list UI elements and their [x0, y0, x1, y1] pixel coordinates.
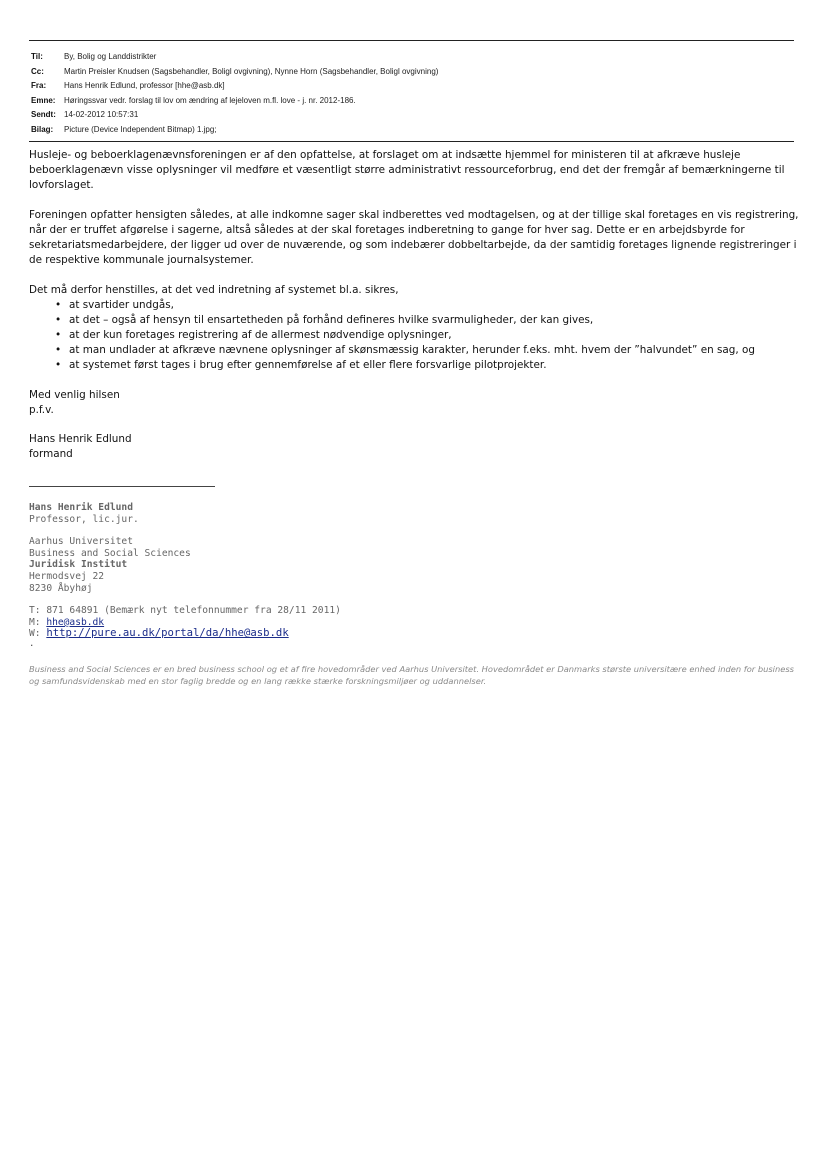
bullet-item: • at man undlader at afkræve nævnene oplysninger af skønsmæssig karakter, herunder f.eks. mht. hvem der ”halvundet” en sag, og [53, 343, 755, 358]
attachment-value: Picture (Device Independent Bitmap) 1.jpg; [64, 124, 217, 134]
closing-block [29, 388, 120, 418]
signature-phone: T: 871 64891 (Bemærk nyt telefonnummer fra 28/11 2011) [29, 605, 341, 617]
subject-value: Høringssvar vedr. forslag til lov om ændring af lejeloven m.fl. love - j. nr. 2012-186. [64, 95, 356, 105]
sent-label: Sendt: [31, 110, 56, 120]
signature-school: Business and Social Sciences [29, 547, 191, 559]
signature-divider [29, 486, 215, 487]
signature-disclaimer: Business and Social Sciences er en bred business school og et af fire hovedområder ved Aarhus Universitet. Hovedområdet er Danmarks største universitære enhed inden for business og samfundsvidenskab med en stor faglig bredde og en lang række stærke forskningsmiljøer og uddannelser. [29, 664, 794, 686]
closing-greeting: Med venlig hilsen [29, 389, 120, 401]
signature-name: Hans Henrik Edlund [29, 502, 133, 513]
signature-title: Professor, lic.jur. [29, 513, 139, 525]
to-label: Til: [31, 52, 43, 61]
body-paragraph-2: Foreningen opfatter hensigten således, at alle indkomne sager skal indberettes ved modtagelsen, og at der tillige skal foretages en vis registrering, når der er truffet afgørelse i sagerne, altså således at der skal foretages indberetning to gange for hver sag. Dette er en arbejdsbyrde for sekretariatsmedarbejdere, der ligger ud over de nuværende, og som indebærer dobbeltarbejde, da der samtidig foretages lignende registreringer i de respektive kommunale journalsystemer. [29, 209, 799, 266]
signature-web-row [29, 628, 341, 640]
header-row-cc [31, 65, 791, 80]
sender-block [29, 432, 132, 462]
signature-trailing-mark: . [29, 638, 35, 649]
header-row-from [31, 79, 791, 94]
email-header [31, 50, 791, 138]
bullet-item: • at svartider undgås, [53, 298, 755, 313]
bullet-item: • at systemet først tages i brug efter gennemførelse af et eller flere forsvarlige pilotprojekter. [53, 358, 755, 373]
bullet-list [53, 298, 755, 373]
from-value: Hans Henrik Edlund, professor [hhe@asb.dk] [64, 81, 225, 91]
sender-name: Hans Henrik Edlund [29, 433, 132, 445]
cc-label: Cc: [31, 66, 44, 76]
signature-street: Hermodsvej 22 [29, 570, 105, 582]
header-row-subject [31, 94, 791, 109]
header-row-sent [31, 108, 791, 123]
attachment-label: Bilag: [31, 124, 54, 134]
subject-label: Emne: [31, 95, 56, 105]
from-label: Fra: [31, 81, 47, 91]
closing-pfv: p.f.v. [29, 404, 54, 416]
web-link[interactable]: http://pure.au.dk/portal/da/hhe@asb.dk [46, 627, 289, 640]
body-paragraph-3: Det må derfor henstilles, at det ved indretning af systemet bl.a. sikres, [29, 284, 399, 296]
signature-institute: Juridisk Institut [29, 559, 128, 571]
mail-link[interactable]: hhe@asb.dk [46, 616, 105, 628]
header-top-rule [29, 40, 794, 41]
sent-value: 14-02-2012 10:57:31 [64, 110, 139, 120]
bullet-item: • at der kun foretages registrering af de allermest nødvendige oplysninger, [53, 328, 755, 343]
signature-university: Aarhus Universitet [29, 536, 133, 548]
sender-role: formand [29, 448, 73, 460]
to-value: By, Bolig og Landdistrikter [64, 52, 157, 61]
bullet-item: • at det – også af hensyn til ensartetheden på forhånd defineres hvilke svarmuligheder, der kan gives, [53, 313, 755, 328]
signature-city: 8230 Åbyhøj [29, 582, 93, 594]
email-signature [29, 502, 341, 648]
header-bottom-rule [29, 141, 794, 142]
cc-value: Martin Preisler Knudsen (Sagsbehandler, Boligl ovgivning), Nynne Horn (Sagsbehandler, Boligl ovgivning) [64, 66, 439, 76]
web-prefix: W: [29, 628, 47, 640]
body-paragraph-1: Husleje- og beboerklagenævnsforeningen er af den opfattelse, at forslaget om at indsætte hjemmel for ministeren til at afkræve husleje beboerklagenævn visse oplysninger vil medføre et væsentligt større administrativt ressourceforbrug, end det der fremgår af bemærkningerne til lovforslaget. [29, 149, 785, 191]
mail-prefix: M: [29, 616, 47, 628]
header-row-attachment [31, 123, 791, 138]
header-row-to [31, 50, 791, 65]
